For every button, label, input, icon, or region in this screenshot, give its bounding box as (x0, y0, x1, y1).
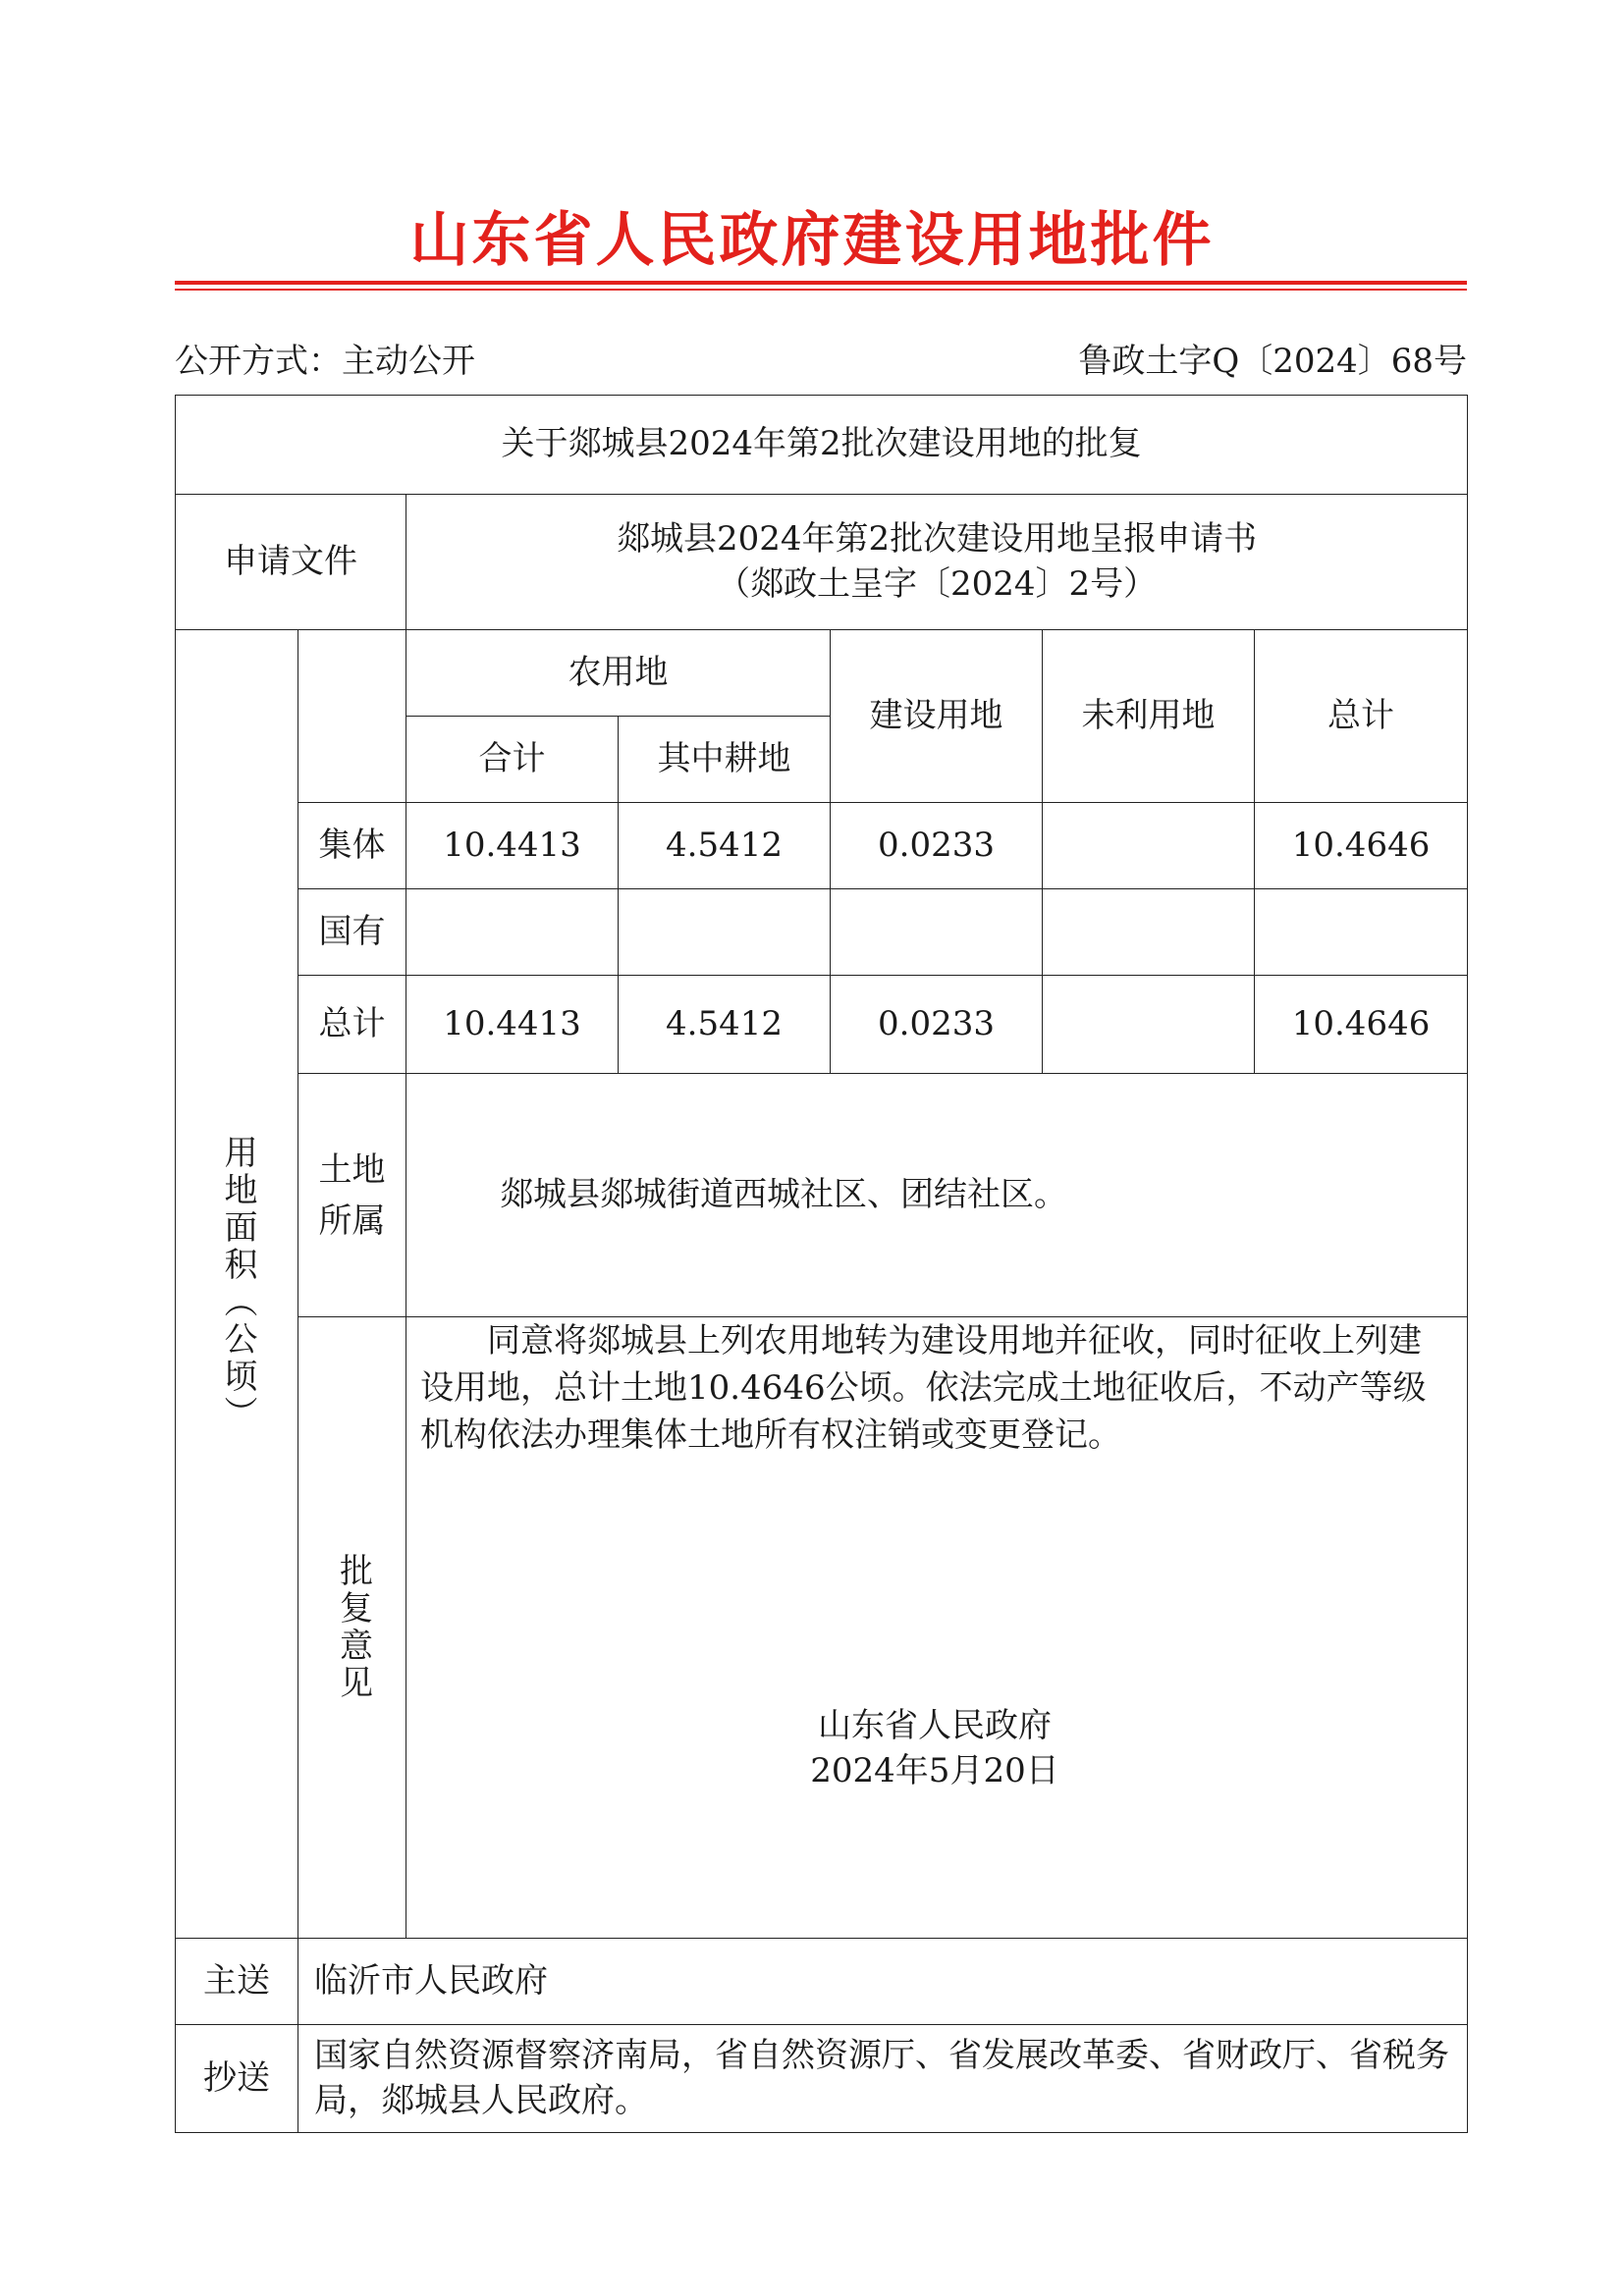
cell-construction (831, 889, 1043, 976)
document-title: 山东省人民政府建设用地批件 (409, 206, 1215, 275)
row-label-state-owned: 国有 (298, 889, 406, 976)
construction-header: 建设用地 (831, 630, 1043, 803)
cell-agri-total: 10.4413 (406, 803, 619, 889)
area-header-row-1 (176, 630, 1468, 717)
opinion-label: 批复意见 (333, 1553, 373, 1702)
cell-total: 10.4646 (1255, 803, 1468, 889)
sign-date: 2024年5月20日 (810, 1751, 1059, 1790)
cell-unused (1043, 889, 1255, 976)
opinion-label-cell (298, 1317, 406, 1939)
application-doc-number: （郯政土呈字〔2024〕2号） (716, 563, 1158, 604)
subject-row (176, 396, 1468, 495)
opinion-row (176, 1317, 1468, 1939)
send-to-row (176, 1939, 1468, 2025)
area-label-cell (176, 630, 298, 1939)
subject-text: 关于郯城县2024年第2批次建设用地的批复 (176, 396, 1468, 495)
application-value (406, 495, 1468, 630)
opinion-content (406, 1317, 1468, 1939)
unused-header: 未利用地 (1043, 630, 1255, 803)
cell-total: 10.4646 (1255, 976, 1468, 1074)
document-number: 鲁政土字Q〔2024〕68号 (1078, 342, 1467, 381)
row-label-collective: 集体 (298, 803, 406, 889)
cell-construction: 0.0233 (831, 976, 1043, 1074)
cc-label: 抄送 (176, 2025, 298, 2133)
application-label: 申请文件 (176, 495, 406, 630)
send-to-value: 临沂市人民政府 (298, 1939, 1468, 2025)
ownership-label: 土地所属 (318, 1149, 386, 1241)
cell-unused (1043, 976, 1255, 1074)
send-to-label: 主送 (176, 1939, 298, 2025)
cell-agri-total (406, 889, 619, 976)
total-header: 总计 (1255, 630, 1468, 803)
title-rule-thick (175, 281, 1467, 285)
agri-total-header: 合计 (406, 717, 619, 803)
ownership-value: 郯城县郯城街道西城社区、团结社区。 (406, 1074, 1468, 1317)
signer: 山东省人民政府 (818, 1706, 1052, 1745)
application-title: 郯城县2024年第2批次建设用地呈报申请书 (616, 518, 1258, 559)
cc-row (176, 2025, 1468, 2133)
approval-form (175, 395, 1468, 2133)
table-row (176, 803, 1468, 889)
row-label-total: 总计 (298, 976, 406, 1074)
cell-construction: 0.0233 (831, 803, 1043, 889)
cc-value: 国家自然资源督察济南局，省自然资源厅、省发展改革委、省财政厅、省税务局，郯城县人民政府。 (298, 2025, 1468, 2133)
ownership-row (176, 1074, 1468, 1317)
table-row (176, 976, 1468, 1074)
area-corner-cell (298, 630, 406, 803)
cell-total (1255, 889, 1468, 976)
cell-unused (1043, 803, 1255, 889)
area-label: 用地面积（公顷） (217, 1135, 257, 1433)
cell-agri-cultivated: 4.5412 (619, 976, 831, 1074)
cell-agri-total: 10.4413 (406, 976, 619, 1074)
opinion-text: 同意将郯城县上列农用地转为建设用地并征收，同时征收上列建设用地，总计土地10.4646公顷。依法完成土地征收后，不动产等级机构依法办理集体土地所有权注销或变更登记。 (420, 1321, 1427, 1455)
cell-agri-cultivated: 4.5412 (619, 803, 831, 889)
title-rule-thin (175, 289, 1467, 291)
agri-cultivated-header: 其中耕地 (619, 717, 831, 803)
cell-agri-cultivated (619, 889, 831, 976)
table-row (176, 889, 1468, 976)
agricultural-header: 农用地 (406, 630, 831, 717)
ownership-label-cell (298, 1074, 406, 1317)
disclosure-mode: 公开方式：主动公开 (175, 342, 475, 381)
application-row (176, 495, 1468, 630)
